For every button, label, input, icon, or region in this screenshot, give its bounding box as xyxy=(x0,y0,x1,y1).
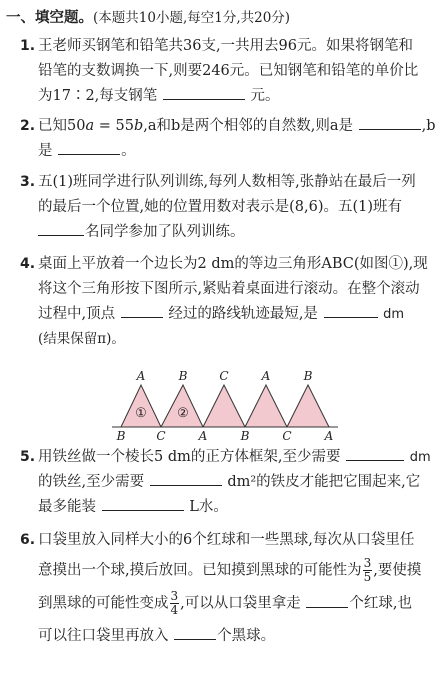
question-number: 2. xyxy=(20,118,36,134)
question-text: 个红球,也 xyxy=(349,595,412,612)
question-text-line xyxy=(38,220,245,245)
fraction-numerator: 3 xyxy=(170,589,179,603)
question-text: 为17∶2,每支钢笔 xyxy=(38,88,158,104)
question-5 xyxy=(20,445,435,523)
figure-label-1: ① xyxy=(135,406,147,421)
answer-blank[interactable] xyxy=(306,592,348,608)
answer-blank[interactable] xyxy=(174,624,216,640)
answer-blank[interactable] xyxy=(324,302,378,318)
vertex-label: A xyxy=(198,429,208,440)
question-text: 。 xyxy=(121,143,136,159)
question-text: 最多能装 xyxy=(38,499,96,515)
question-text-line: 口袋里放入同样大小的6个红球和一些黑球,每次从口袋里任 xyxy=(38,532,415,548)
question-text-line: (结果保留π)。 xyxy=(38,331,125,347)
fraction-denominator: 5 xyxy=(363,570,372,584)
vertex-label: B xyxy=(116,429,126,440)
question-text: 用铁丝做一个棱长5 dm的正方体框架,至少需要 xyxy=(38,449,341,465)
bottom-vertex-labels xyxy=(116,429,334,440)
variable-a: a xyxy=(85,118,95,134)
question-text: 名同学参加了队列训练。 xyxy=(85,224,245,240)
answer-blank[interactable] xyxy=(38,220,84,236)
vertex-label: C xyxy=(219,369,229,383)
question-text-line xyxy=(38,302,404,327)
question-text-line xyxy=(38,84,280,109)
variable-b: b xyxy=(133,118,144,134)
vertex-label: C xyxy=(156,429,166,440)
question-text: 可以往口袋里再放入 xyxy=(38,628,169,644)
question-text: 到黑球的可能性变成 xyxy=(38,595,169,612)
question-text-line xyxy=(38,139,136,164)
rolling-triangle-figure xyxy=(0,365,443,440)
question-text-line xyxy=(38,624,275,649)
question-text-line: 五(1)班同学进行队列训练,每列人数相等,张静站在最后一列 xyxy=(38,174,416,190)
answer-blank[interactable] xyxy=(346,445,404,461)
question-number: 6. xyxy=(20,532,36,548)
answer-blank[interactable] xyxy=(121,302,163,318)
section-subtitle: (本题共10小题,每空1分,共20分) xyxy=(93,10,291,26)
vertex-label: A xyxy=(261,369,271,383)
unit-label: dm xyxy=(409,450,431,465)
question-4 xyxy=(20,252,435,362)
question-text: 意摸出一个球,摸后放回。已知摸到黑球的可能性为 xyxy=(38,562,362,579)
question-text: ,要使摸 xyxy=(373,562,422,579)
question-text: ,b xyxy=(421,118,436,134)
fraction xyxy=(170,590,180,617)
question-text: 经过的路线轨迹最短,是 xyxy=(168,306,318,322)
vertex-label: B xyxy=(240,429,250,440)
triangle-5 xyxy=(287,385,329,427)
figure-label-2: ② xyxy=(177,406,189,421)
question-2 xyxy=(20,114,435,166)
question-number: 3. xyxy=(20,174,36,190)
answer-blank[interactable] xyxy=(359,114,421,130)
fraction xyxy=(363,557,373,584)
vertex-label: B xyxy=(303,369,313,383)
question-text: L水。 xyxy=(189,499,228,515)
question-text-line xyxy=(38,495,228,520)
question-text-line: 王老师买钢笔和铅笔共36支,一共用去96元。如果将钢笔和 xyxy=(38,38,414,54)
question-text-line xyxy=(38,590,412,617)
unit-label: dm xyxy=(383,307,405,322)
triangles xyxy=(121,385,329,427)
question-6 xyxy=(20,528,435,658)
question-text: 个黑球。 xyxy=(217,628,276,644)
question-text-line xyxy=(38,114,436,139)
top-vertex-labels xyxy=(136,369,313,383)
vertex-label: C xyxy=(282,429,292,440)
question-text-line: 铅笔的支数调换一下,则要246元。已知钢笔和铅笔的单价比 xyxy=(38,63,419,79)
section-title: 一、填空题。 xyxy=(6,9,93,26)
question-text-line: 的最后一个位置,她的位置用数对表示是(8,6)。五(1)班有 xyxy=(38,199,403,215)
answer-blank[interactable] xyxy=(163,84,245,100)
triangle-3 xyxy=(203,385,245,427)
question-number: 4. xyxy=(20,256,36,272)
question-text: = 55 xyxy=(94,118,134,134)
question-number: 5. xyxy=(20,449,36,465)
question-text: 元。 xyxy=(250,88,280,104)
answer-blank[interactable] xyxy=(150,470,222,486)
question-text: ,a和b是两个相邻的自然数,则a是 xyxy=(143,118,354,134)
question-text-line: 将这个三角形按下图所示,紧贴着桌面进行滚动。在整个滚动 xyxy=(38,281,420,297)
answer-blank[interactable] xyxy=(102,495,184,511)
figure-number-labels xyxy=(135,406,189,421)
question-text-line xyxy=(38,470,420,495)
vertex-label: A xyxy=(136,369,146,383)
vertex-label: A xyxy=(324,429,334,440)
question-text: 过程中,顶点 xyxy=(38,306,116,322)
question-text: dm²的铁皮才能把它围起来,它 xyxy=(227,474,421,490)
triangle-4 xyxy=(245,385,287,427)
vertex-label: B xyxy=(178,369,188,383)
question-text: 是 xyxy=(38,143,53,159)
question-text: 已知50 xyxy=(38,118,86,134)
question-3 xyxy=(20,170,435,248)
question-number: 1. xyxy=(20,38,36,54)
question-text: ,可以从口袋里拿走 xyxy=(180,595,301,612)
question-text: 的铁丝,至少需要 xyxy=(38,474,145,490)
answer-blank[interactable] xyxy=(58,139,120,155)
question-text-line xyxy=(38,445,431,470)
question-text-line: 桌面上平放着一个边长为2 dm的等边三角形ABC(如图①),现 xyxy=(38,256,428,272)
question-text-line xyxy=(38,557,421,584)
section-heading xyxy=(6,6,290,27)
fraction-denominator: 4 xyxy=(170,603,179,617)
question-1 xyxy=(20,34,435,112)
fraction-numerator: 3 xyxy=(363,556,372,570)
